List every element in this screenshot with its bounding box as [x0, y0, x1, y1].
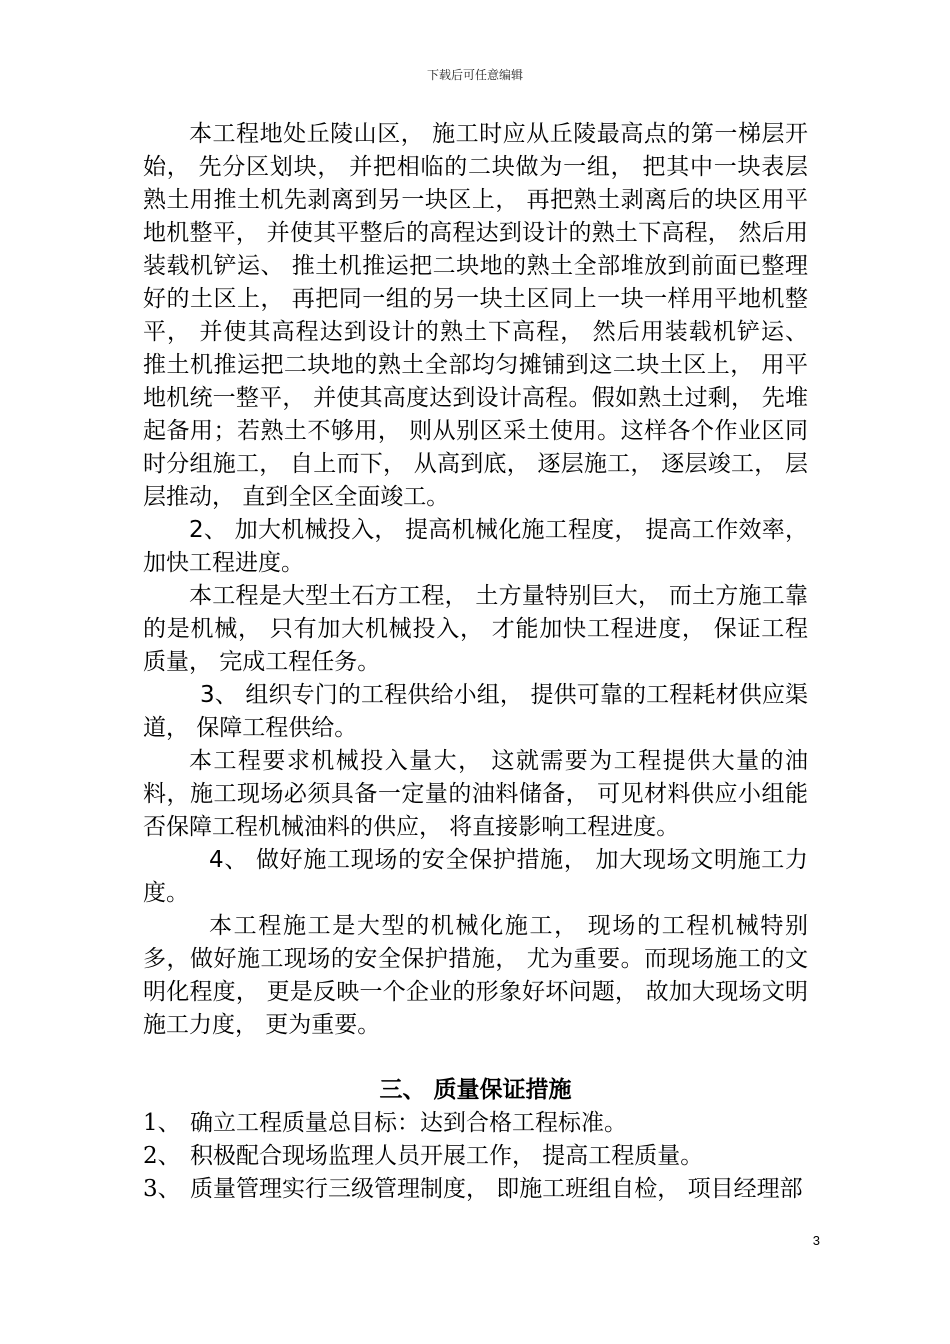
list-text: 确立工程质量总目标：达到合格工程标准。: [190, 1110, 627, 1136]
section-heading-quality: 三、 质量保证措施: [379, 1077, 572, 1103]
document-body: [143, 118, 808, 1206]
paragraph-machinery: 本工程是大型土石方工程， 土方量特别巨大， 而土方施工靠的是机械， 只有加大机械投入， 才能加快工程进度， 保证工程质量， 完成工程任务。: [143, 583, 808, 675]
quality-item-1: [143, 1107, 808, 1140]
page-number: 3: [812, 1233, 820, 1248]
list-text: 质量管理实行三级管理制度， 即施工班组自检， 项目经理部: [190, 1176, 803, 1202]
list-number: 2、: [143, 1143, 181, 1169]
item-4-safety: 4、 做好施工现场的安全保护措施， 加大现场文明施工力度。: [143, 847, 808, 906]
paragraph-safety: 本工程施工是大型的机械化施工， 现场的工程机械特别多，做好施工现场的安全保护措施， 尤为重要。而现场施工的文明化程度， 更是反映一个企业的形象好坏问题， 故加大现场文明施工力度， 更为重要。: [143, 913, 808, 1038]
quality-item-3: [143, 1173, 808, 1206]
item-3-supply: 3、 组织专门的工程供给小组， 提供可靠的工程耗材供应渠道， 保障工程供给。: [143, 682, 808, 741]
list-text: 积极配合现场监理人员开展工作， 提高工程质量。: [190, 1143, 704, 1169]
list-number: 3、: [143, 1176, 181, 1202]
quality-item-2: [143, 1140, 808, 1173]
paragraph-supply: 本工程要求机械投入量大， 这就需要为工程提供大量的油料，施工现场必须具备一定量的油料储备， 可见材料供应小组能否保障工程机械油料的供应， 将直接影响工程进度。: [143, 748, 808, 840]
item-2-machinery: 2、 加大机械投入， 提高机械化施工程度， 提高工作效率， 加快工程进度。: [143, 517, 808, 576]
header-note: 下载后可任意编辑: [426, 68, 523, 82]
list-number: 1、: [143, 1110, 181, 1136]
paragraph-construction-method: 本工程地处丘陵山区， 施工时应从丘陵最高点的第一梯层开始， 先分区划块， 并把相临的二块做为一组， 把其中一块表层熟土用推土机先剥离到另一块区上， 再把熟土剥离后的块区用平地机整平， 并使其平整后的高程达到设计的熟土下高程， 然后用装载机铲运、 推土机推运把二块地的熟土全部堆放到前面已整理好的土区上， 再把同一组的另一块土区同上一块一样用平地机整平， 并使其高程达到设计的熟土下高程， 然后用装载机铲运、 推土机推运把二块地的熟土全部均匀摊铺到这二块土区上， 用平地机统一整平， 并使其高度达到设计高程。假如熟土过剩， 先堆起备用；若熟土不够用， 则从别区采土使用。这样各个作业区同时分组施工， 自上而下， 从高到底， 逐层施工， 逐层竣工， 层层推动， 直到全区全面竣工。: [143, 121, 808, 510]
